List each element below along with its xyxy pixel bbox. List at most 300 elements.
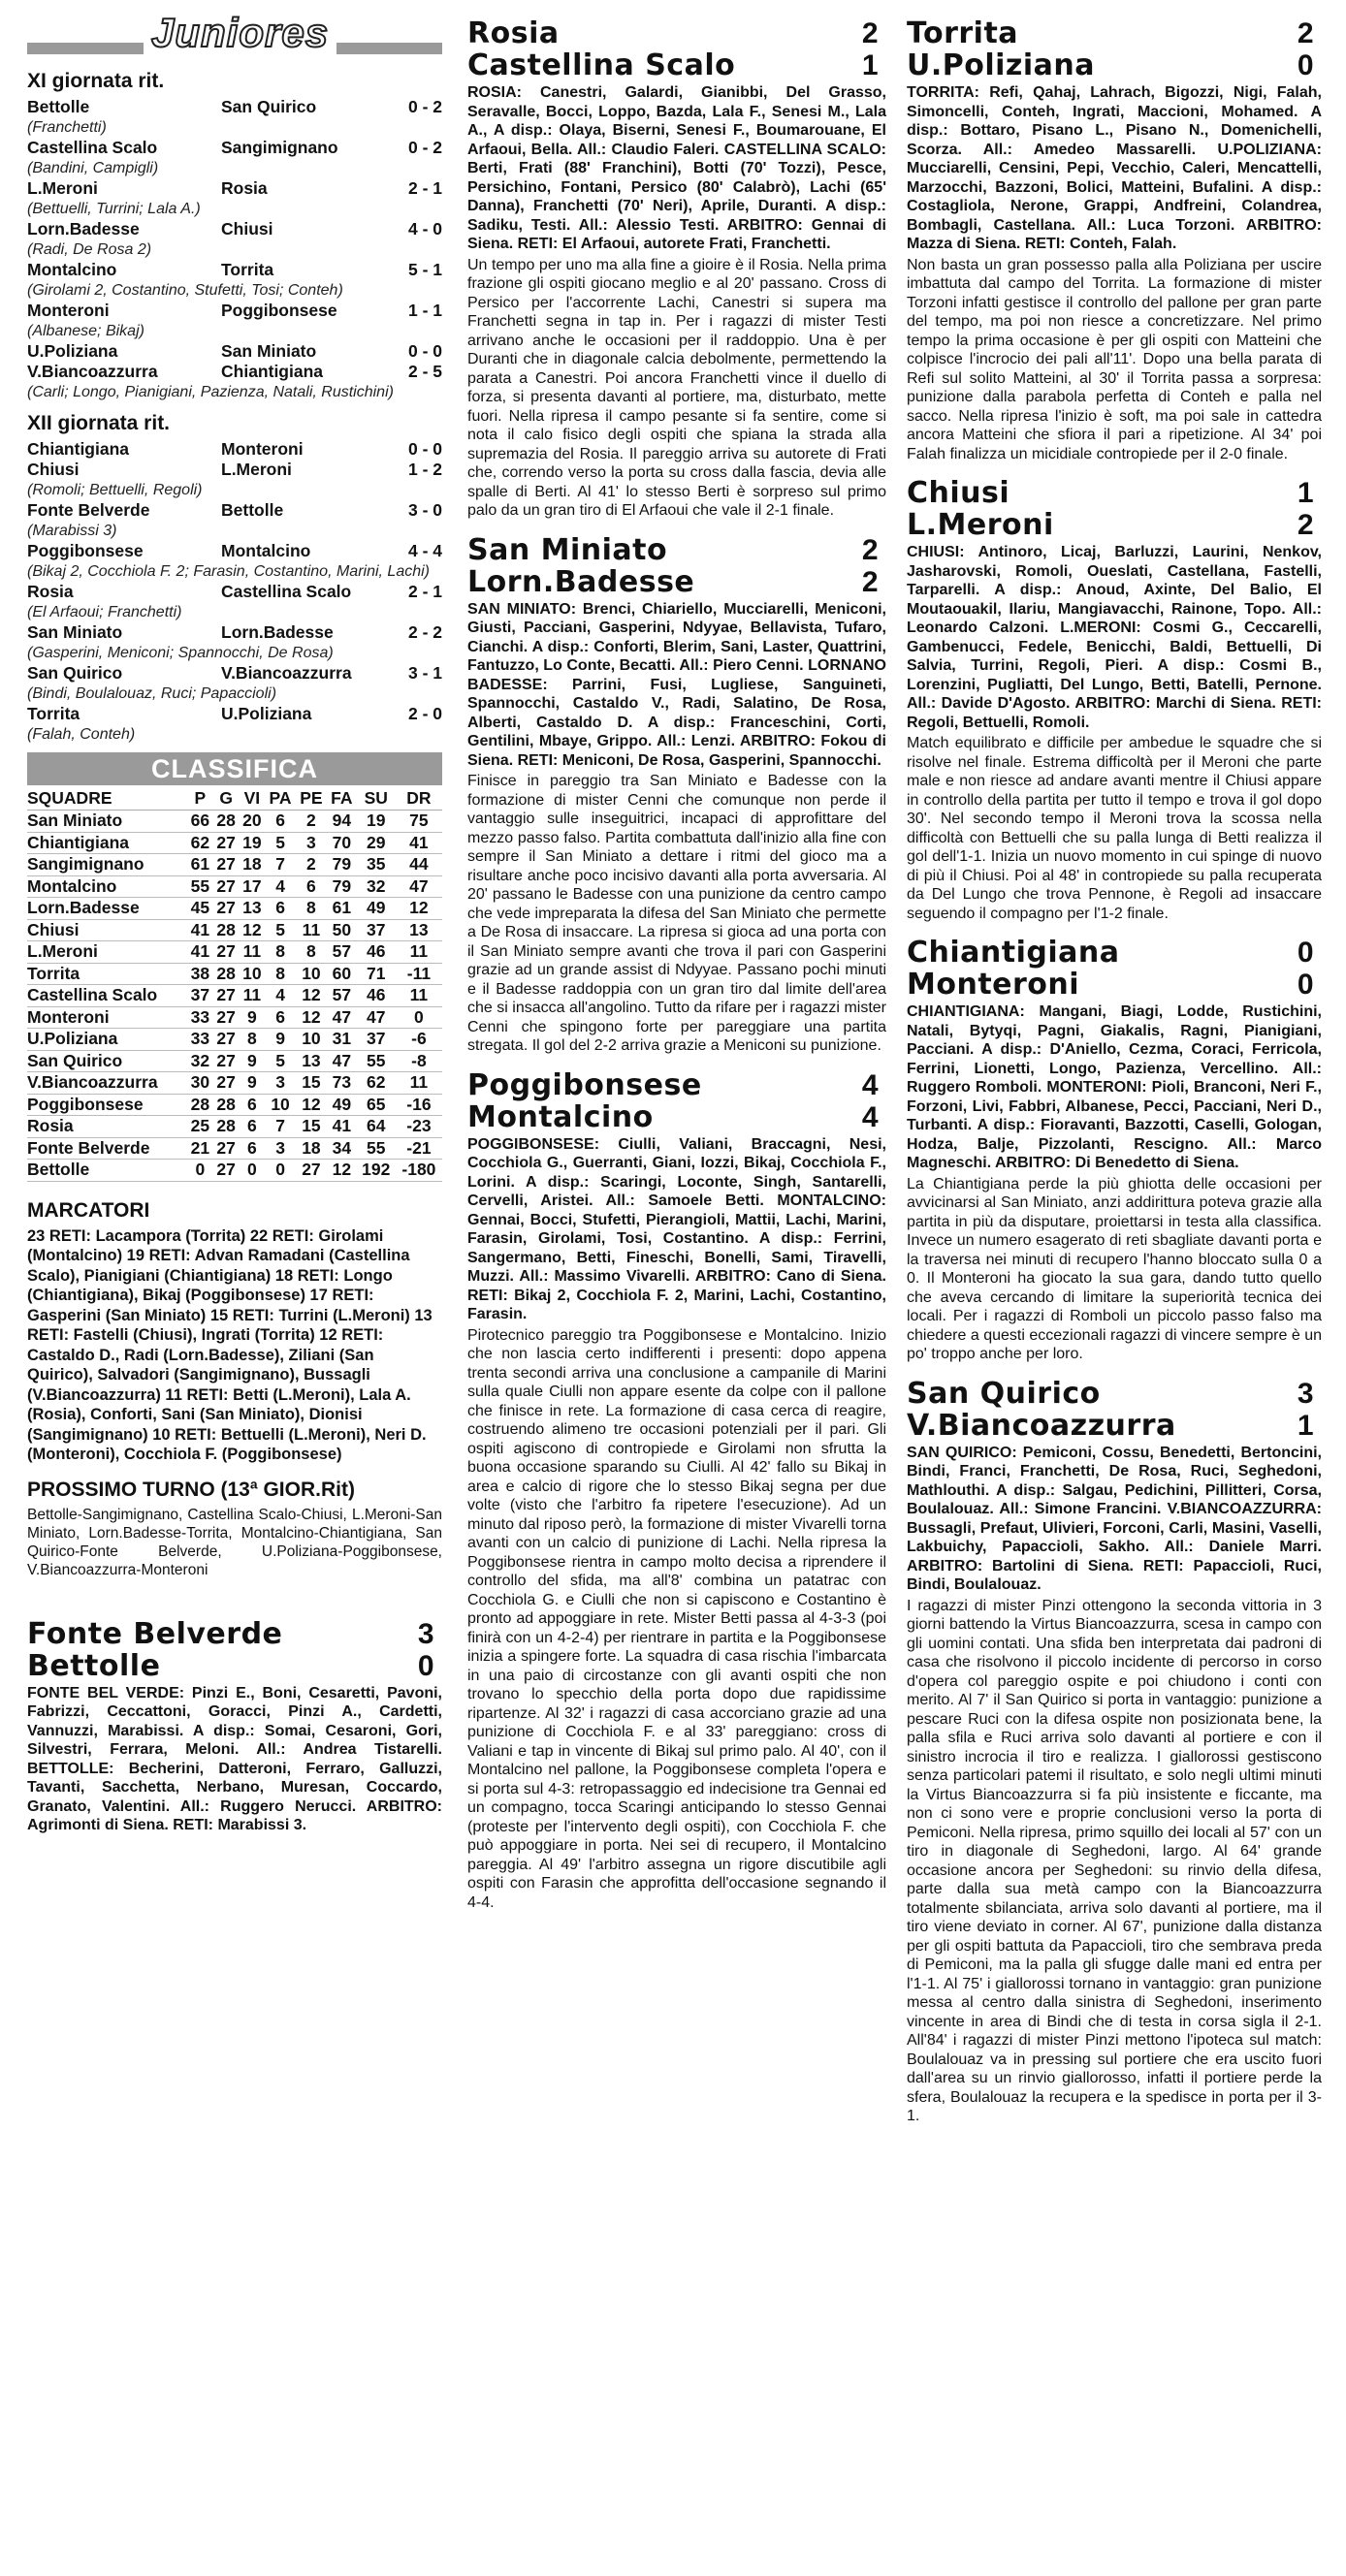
standings-cell: -21	[396, 1137, 442, 1160]
standings-title: CLASSIFICA	[27, 752, 442, 785]
match-score: 0 - 2	[407, 97, 442, 116]
match-lineup: FONTE BEL VERDE: Pinzi E., Boni, Cesaretti, Pavoni, Fabrizzi, Ceccattoni, Goracci, Pinzi A., Cardetti, Vannuzzi, Marabissi. A disp.: Somai, Cesaroni, Gori, Silvestri, Ferrara, Meloni. All.: Andrea Tistarelli. BETTOLLE: Becherini, Datteroni, Ferraro, Galluzzi, Tavanti, Sacchetta, Nerbano, Muresan, Coccardo, Granato, Valentini. All.: Ruggero Nerucci. ARBITRO: Agrimonti di Siena. RETI: Marabissi 3.	[27, 1684, 442, 1833]
standings-cell: 9	[240, 1050, 266, 1072]
result-scorers: (Falah, Conteh)	[27, 726, 136, 743]
standings-cell: 13	[240, 898, 266, 920]
team-name: Chiantigiana	[27, 832, 187, 854]
home-team: Torrita	[27, 704, 80, 723]
home-team: San Quirico	[27, 663, 123, 683]
standings-cell: 28	[213, 919, 240, 941]
away-team: Montalcino	[467, 1099, 654, 1134]
match-header	[467, 566, 886, 598]
column-right	[907, 0, 1322, 2126]
standings-cell: 49	[357, 898, 396, 920]
match-lineup: TORRITA: Refi, Qahaj, Lahrach, Bigozzi, Nigi, Falah, Simoncelli, Conteh, Ingrati, Maccioni, Mohamed. A disp.: Bottaro, Pisano L., Pisano N., Domenichelli, Scorza. All.: Amedeo Massarelli. U.POLIZIANA: Mucciarelli, Censini, Pepi, Vecchio, Caleri, Mencattelli, Marzocchi, Bazzoni, Bolici, Matteini, Bufalini. A disp.: Costagliola, Nerone, Grappi, Andfreini, Colandrea, Bombagli, Castellana. All.: Luca Torzoni. ARBITRO: Mazza di Siena. RETI: Conteh, Falah.	[907, 84, 1322, 252]
standings-row	[27, 1006, 442, 1029]
standings-cell: -180	[396, 1160, 442, 1182]
match-header	[907, 49, 1322, 81]
standings-header-row	[27, 787, 442, 811]
standings-cell: 8	[240, 1029, 266, 1051]
standings-cell: 12	[296, 1094, 327, 1116]
team-name: Torrita	[27, 963, 187, 985]
result-scorers: (Girolami 2, Costantino, Stufetti, Tosi; Conteh)	[27, 282, 343, 299]
match-score: 2 - 1	[407, 178, 442, 198]
standings-cell: 3	[296, 832, 327, 854]
standings-cell: 31	[327, 1029, 357, 1051]
standings-row	[27, 1137, 442, 1160]
standings-row	[27, 1094, 442, 1116]
standings-cell: 6	[240, 1116, 266, 1138]
away-team: Lorn.Badesse	[467, 564, 695, 599]
home-team: Castellina Scalo	[27, 138, 158, 157]
result-row	[27, 341, 442, 362]
standings-cell: 12	[296, 985, 327, 1007]
match-lineup: SAN MINIATO: Brenci, Chiariello, Mucciarelli, Meniconi, Giusti, Pacciani, Gasperini, Ndyyae, Bellavista, Tufaro, Cianchi. A disp.: Conforti, Blerim, Sani, Laster, Quattrini, Fantuzzo, Lo Conte, Becatti. All.: Piero Cenni. LORNANO BADESSE: Parrini, Fusi, Lugliese, Sanguineti, Spannocchi, Castaldo V., Radi, Salatino, De Rosa, Alberti, Castaldo D. A disp.: Franceschini, Corti, Gentilini, Mbaye, Grippo. All.: Lenzi. ARBITRO: Fokou di Siena. RETI: Meniconi, De Rosa, Gasperini, Spannocchi.	[467, 600, 886, 769]
match-report: I ragazzi di mister Pinzi ottengono la seconda vittoria in 3 giorni battendo la Virtus Biancoazzurra, scesa in campo con gli uomini contati. Una sfida ben interpretata dai padroni di casa che risolvono il piccolo incidente di percorso in corso d'opera col pareggio ospite e poi chiudono i conti con merito. Al 7' il San Quirico si porta in vantaggio: punizione a pescare Ruci con la difesa ospite non posizionata bene, la palla sfila e Ruci arriva solo davanti al portiere e con il sinistro incrocia il tiro e realizza. I giallorossi gestiscono senza particolari patemi il risultato, e solo negli ultimi minuti la Virtus Biancoazzurra si fa più insistente e ficcante, ma non ci sono vere e proprie conclusioni verso la porta di Pemiconi. Nella ripresa, primo squillo dei locali al 57' con un tiro in diagonale di Seghedoni, largo. Al 64' grande occasione ancora per Seghedoni: su rinvio della difesa, parte dalla sua metà campo con la Biancoazzurra totalmente sbilanciata, arriva solo davanti al portiere, ma il tiro viene deviato in corner. Al 67', punizione dalla distanza per gli ospiti battuta da Papaccioli, tiro che sembrava preda di Pemiconi, ma la palla gli sfugge dalle mani ed entra per l'1-1. Al 75' i giallorossi tornano in vantaggio: gran punizione messa al centro dalla sinistra di Seghedoni, inserimento vincente in area di Bindi che di testa in corsa sigla il 2-1. All'84' i ragazzi di mister Pinzi mettono l'ipoteca sul match: Boulalouaz va in pressing sul portiere che era uscito fuori dall'area su un rinvio giallorosso, infatti il portiere perde la sfera, Boulalouaz la recupera e la spedisce in porta per il 3-1.	[907, 1597, 1322, 2124]
match-sanquirico-biancoazzurra	[907, 1378, 1322, 2126]
standings-cell: 35	[357, 854, 396, 876]
standings-row	[27, 811, 442, 833]
standings-cell: 2	[296, 854, 327, 876]
result-row	[27, 260, 442, 280]
result-row	[27, 622, 442, 643]
standings-cell: 10	[296, 1029, 327, 1051]
standings-cell: 27	[213, 875, 240, 898]
standings-cell: 6	[265, 811, 296, 833]
home-score: 2	[1297, 17, 1314, 49]
home-team: Monteroni	[27, 301, 110, 320]
standings-cell: 18	[296, 1137, 327, 1160]
standings-cell: 27	[213, 898, 240, 920]
result-row	[27, 704, 442, 724]
standings-cell: 61	[187, 854, 213, 876]
standings-cell: -23	[396, 1116, 442, 1138]
standings-cell: 11	[396, 1072, 442, 1095]
standings-column-header: P	[187, 787, 213, 811]
standings-cell: 46	[357, 941, 396, 964]
standings-row	[27, 985, 442, 1007]
match-score: 0 - 0	[407, 439, 442, 459]
standings-cell: 27	[213, 985, 240, 1007]
standings-cell: 28	[213, 1094, 240, 1116]
result-scorers: (Bikaj 2, Cocchiola F. 2; Farasin, Costantino, Marini, Lachi)	[27, 563, 430, 580]
result-row	[27, 582, 442, 602]
away-team: Chiusi	[221, 219, 273, 239]
team-name: Bettolle	[27, 1160, 187, 1182]
standings-cell: 33	[187, 1006, 213, 1029]
away-team: Poggibonsese	[221, 301, 337, 320]
home-team: Poggibonsese	[467, 1067, 702, 1102]
column-left	[27, 0, 442, 1835]
standings-cell: 41	[396, 832, 442, 854]
standings-cell: 15	[296, 1116, 327, 1138]
scorers-title: MARCATORI	[27, 1198, 150, 1222]
result-scorers: (Bindi, Boulalouaz, Ruci; Papaccioli)	[27, 685, 277, 702]
standings-cell: 57	[327, 941, 357, 964]
match-rosia-castellina	[467, 17, 886, 521]
result-scorers: (Gasperini, Meniconi; Spannocchi, De Rosa)	[27, 645, 334, 661]
away-team: Sangimignano	[221, 138, 338, 157]
away-score: 4	[861, 1100, 879, 1133]
standings-cell: 0	[187, 1160, 213, 1182]
match-lineup: CHIANTIGIANA: Mangani, Biagi, Lodde, Rustichini, Natali, Bytyqi, Pagni, Giakalis, Ragni, Pianigiani, Pacciani. A disp.: D'Aniello, Cezma, Coraci, Ferricola, Ferrini, Lionetti, Longo, Pazienza, Vercellino. All.: Ruggero Romboli. MONTERONI: Pioli, Branconi, Neri F., Forzoni, Livi, Fabbri, Albanese, Pecci, Pacciani, Neri D., Turbanti. A disp.: Fioravanti, Bazzotti, Caselli, Gologan, Hodza, Balje, Pizzolanti, Rescigno. All.: Marco Magneschi. ARBITRO: Di Benedetto di Siena.	[907, 1003, 1322, 1171]
standings-cell: 8	[265, 941, 296, 964]
standings-row	[27, 1029, 442, 1051]
result-row	[27, 460, 442, 480]
standings-cell: 49	[327, 1094, 357, 1116]
standings-cell: 66	[187, 811, 213, 833]
standings-cell: 0	[265, 1160, 296, 1182]
away-team: Castellina Scalo	[221, 582, 352, 601]
standings-cell: 19	[240, 832, 266, 854]
match-score: 0 - 2	[407, 138, 442, 157]
standings-cell: 29	[357, 832, 396, 854]
standings-cell: 25	[187, 1116, 213, 1138]
home-score: 2	[861, 17, 879, 49]
away-team: Bettolle	[27, 1648, 161, 1683]
team-name: Montalcino	[27, 875, 187, 898]
result-scorers: (Bettuelli, Turrini; Lala A.)	[27, 201, 201, 217]
home-team: Fonte Belverde	[27, 500, 150, 520]
standings-cell: 62	[357, 1072, 396, 1095]
home-team: San Miniato	[467, 532, 668, 567]
standings-column-header: FA	[327, 787, 357, 811]
giornata-11-title: XI giornata rit.	[27, 70, 165, 92]
standings-cell: 6	[296, 875, 327, 898]
standings-cell: 7	[265, 854, 296, 876]
away-team: San Quirico	[221, 97, 317, 116]
standings-cell: 27	[213, 1006, 240, 1029]
home-team: Lorn.Badesse	[27, 219, 140, 239]
standings-cell: 9	[240, 1006, 266, 1029]
match-header	[467, 17, 886, 49]
standings-cell: 71	[357, 963, 396, 985]
standings-cell: 64	[357, 1116, 396, 1138]
standings-cell: 28	[187, 1094, 213, 1116]
result-scorers: (Romoli; Bettuelli, Regoli)	[27, 482, 203, 498]
standings-row	[27, 1072, 442, 1095]
home-team: V.Biancoazzurra	[27, 362, 158, 381]
scorers-list: 23 RETI: Lacampora (Torrita) 22 RETI: Girolami (Montalcino) 19 RETI: Advan Ramadani (Castellina Scalo), Pianigiani (Chiantigiana) 18 RETI: Longo (Chiantigiana), Bikaj (Poggibonsese) 17 RETI: Gasperini (San Miniato) 15 RETI: Turrini (L.Meroni) 13 RETI: Fastelli (Chiusi), Ingrati (Torrita) 12 RETI: Castaldo D., Radi (Lorn.Badesse), Ziliani (San Quirico), Salvadori (Sangimignano), Bussagli (V.Biancoazzurra) 11 RETI: Betti (L.Meroni), Lala A. (Rosia), Conforti, Sani (San Miniato), Dionisi (Sangimignano) 10 RETI: Bettuelli (L.Meroni), Neri D. (Monteroni), Cocchiola F. (Poggibonsese)	[27, 1226, 433, 1463]
home-team: Rosia	[467, 16, 560, 50]
giornata-12-title: XII giornata rit.	[27, 412, 171, 434]
standings-cell: 5	[265, 919, 296, 941]
result-row	[27, 219, 442, 239]
standings-cell: 19	[357, 811, 396, 833]
standings-cell: 11	[396, 941, 442, 964]
standings-cell: 4	[265, 875, 296, 898]
standings-cell: 27	[213, 1050, 240, 1072]
standings-cell: 55	[187, 875, 213, 898]
away-score: 2	[1297, 509, 1314, 541]
standings-row	[27, 919, 442, 941]
away-score: 0	[1297, 969, 1314, 1001]
team-name: U.Poliziana	[27, 1029, 187, 1051]
home-score: 3	[417, 1617, 434, 1650]
standings-cell: 50	[327, 919, 357, 941]
match-lineup: ROSIA: Canestri, Galardi, Gianibbi, Del Grasso, Seravalle, Bocci, Loppo, Bazda, Lala F., Senesi M., Lala A., A disp.: Olaya, Biserni, Senesi F., Boumarouane, El Arfaoui, Bella. All.: Claudio Faleri. CASTELLINA SCALO: Berti, Frati (88' Franchini), Botti (70' Tozzi), Pesce, Persichino, Fontani, Persico (80' Calabrò), Lachi (65' Danna), Franchetti (70' Neri), Aprile, Duranti. A disp.: Sadiku, Testi. All.: Alessio Testi. ARBITRO: Gennai di Siena. RETI: El Arfaoui, autorete Frati, Franchetti.	[467, 84, 886, 252]
standings-cell: 0	[396, 1006, 442, 1029]
match-header	[467, 534, 886, 566]
standings-cell: 10	[265, 1094, 296, 1116]
result-row	[27, 362, 442, 382]
team-name: V.Biancoazzurra	[27, 1072, 187, 1095]
section-title: Juniores	[144, 10, 336, 56]
standings-cell: 28	[213, 963, 240, 985]
away-team: Lorn.Badesse	[221, 622, 334, 642]
standings-row	[27, 1050, 442, 1072]
standings-column-header: SU	[357, 787, 396, 811]
standings-cell: 41	[187, 919, 213, 941]
standings-cell: 70	[327, 832, 357, 854]
match-lineup: POGGIBONSESE: Ciulli, Valiani, Braccagni, Nesi, Cocchiola G., Guerranti, Giani, Iozzi, Bikaj, Cocchiola F., Lorini. A disp.: Scaringi, Loconte, Singh, Santarelli, Cervelli, Aristei. All.: Samoele Betti. MONTALCINO: Gennai, Bocci, Stufetti, Pierangioli, Mattii, Lachi, Marini, Farasin, Girolami, Tosi, Costantino. A disp.: Ferrini, Sangermano, Betti, Fineschi, Bonelli, Sami, Tiravelli, Muzzi. All.: Massimo Vivarelli. ARBITRO: Cano di Siena. RETI: Bikaj 2, Cocchiola F. 2, Marini, Lachi, Costantino, Farasin.	[467, 1135, 886, 1322]
match-header	[907, 1378, 1322, 1410]
match-header	[907, 477, 1322, 509]
standings-cell: 9	[265, 1029, 296, 1051]
match-header	[907, 1410, 1322, 1442]
standings-cell: 15	[296, 1072, 327, 1095]
home-team: L.Meroni	[27, 178, 98, 198]
standings-cell: 3	[265, 1072, 296, 1095]
standings-cell: 6	[240, 1094, 266, 1116]
match-header	[27, 1650, 442, 1682]
match-score: 1 - 2	[407, 460, 442, 479]
standings-cell: 11	[396, 985, 442, 1007]
next-round-title: PROSSIMO TURNO (13ª GIOR.Rit)	[27, 1478, 355, 1501]
team-name: Rosia	[27, 1116, 187, 1138]
standings-cell: -16	[396, 1094, 442, 1116]
standings-cell: 6	[265, 1006, 296, 1029]
away-team: Monteroni	[907, 968, 1080, 1002]
standings-cell: 13	[296, 1050, 327, 1072]
standings-cell: 55	[357, 1050, 396, 1072]
result-row	[27, 138, 442, 158]
match-report: Finisce in pareggio tra San Miniato e Badesse con la formazione di mister Cenni che comunque non perde il vantaggio sulle inseguitrici, incapaci di approfittare del mezzo passo falso. Partita combattuta dall'inizio alla fine con sempre il San Miniato a dettare i ritmi del gioco ma a risultare anche poco incisivo davanti alla porta avversaria. Al 20' passano le Badesse con una punizione da centro campo che vede impreparata la difesa del San Miniato che permette a De Rosa di insaccare. La ripresa si gioca ad una porta con il San Miniato sempre avanti che trova il pari con Gasperini grazie ad un grande assist di Ndyyae. Passano pochi minuti e il Badesse raddoppia con un gran tiro dal limite dell'area che si insacca all'angolino. Tutto da rifare per i ragazzi mister Cenni che spingono forte per pareggiare una partita stregata. Il gol del 2-2 arriva grazie a Meniconi su punizione.	[467, 773, 886, 1054]
home-team: Torrita	[907, 16, 1019, 50]
standings-column-header: VI	[240, 787, 266, 811]
team-name: Castellina Scalo	[27, 985, 187, 1007]
match-score: 3 - 1	[407, 663, 442, 683]
team-name: Chiusi	[27, 919, 187, 941]
away-team: V.Biancoazzurra	[221, 663, 352, 683]
standings-cell: 75	[396, 811, 442, 833]
match-torrita-poliziana	[907, 17, 1322, 463]
standings-cell: 7	[265, 1116, 296, 1138]
standings-cell: 73	[327, 1072, 357, 1095]
home-score: 1	[1297, 477, 1314, 509]
match-report: Non basta un gran possesso palla alla Poliziana per uscire imbattuta dal campo del Torrita. La formazione di mister Torzoni infatti gestisce il controllo del pallone per gran parte del tempo, ma poi non riesce a concretizzare. Nel primo tempo la prima occasione è per gli ospiti con Matteini che colpisce l'incrocio dei pali all'11'. Dopo una bella parata di Refi sul solito Matteini, al 30' il Torrita passa a sorpresa: punizione dalla parabola perfetta di Conteh e palla nel sacco. Nella ripresa l'inizio è soft, ma poi sale in cattedra ancora Matteini che sfiora il pari a ripetizione. Al 34' poi Falah finalizza un micidiale contropiede per il 2-0 finale.	[907, 256, 1322, 462]
standings-cell: 34	[327, 1137, 357, 1160]
column-middle	[467, 0, 886, 1912]
match-header	[467, 1101, 886, 1133]
result-row	[27, 178, 442, 199]
team-name: San Miniato	[27, 811, 187, 833]
standings-cell: 47	[327, 1006, 357, 1029]
standings-cell: 47	[357, 1006, 396, 1029]
standings-cell: 27	[213, 1072, 240, 1095]
home-score: 4	[861, 1068, 879, 1101]
standings-cell: 32	[357, 875, 396, 898]
standings-cell: 57	[327, 985, 357, 1007]
standings-cell: 11	[240, 941, 266, 964]
standings-cell: 27	[213, 1029, 240, 1051]
result-scorers: (Franchetti)	[27, 119, 107, 136]
away-team: U.Poliziana	[907, 48, 1096, 82]
match-header	[907, 937, 1322, 969]
standings-cell: 62	[187, 832, 213, 854]
team-name: Poggibonsese	[27, 1094, 187, 1116]
standings-cell: 8	[296, 941, 327, 964]
standings-cell: 12	[240, 919, 266, 941]
team-name: Lorn.Badesse	[27, 898, 187, 920]
standings-table	[27, 787, 442, 1182]
standings-column-header: G	[213, 787, 240, 811]
home-score: 3	[1297, 1377, 1314, 1410]
match-report: Un tempo per uno ma alla fine a gioire è il Rosia. Nella prima frazione gli ospiti giocano meglio e al 20' passano. Cross di Persico per l'accorrente Lachi, Canestri si supera ma Franchetti segna in tap in. Per i ragazzi di mister Testi arrivano anche le occasioni per il raddoppio. Una è per Duranti che in diagonale calcia debolmente, permettendo la parata a Canestri. Poi ancora Franchetti vince il duello di forza, si presenta davanti al portiere, ma, disturbato, mette fuori. Nella ripresa il campo pesante si fa sentire, come si nota il calo fisico degli ospiti che spiana la strada alla supremazia del Rosia. Il pareggio arriva su autorete di Frati che, correndo verso la porta su cross dalla fascia, devia alle spalle di Berti. Al 41' lo stesso Berti è sorpreso sul primo palo da un gran tiro di El Arfaoui che vale il 2-1 finale.	[467, 256, 886, 519]
standings-cell: 10	[296, 963, 327, 985]
standings-cell: 6	[240, 1137, 266, 1160]
match-report: Match equilibrato e difficile per ambedue le squadre che si risolve nel finale. Estrema difficoltà per il Meroni che parte male e non riesce ad andare avanti mentre il Chiusi appare in controllo della partita per tutto il tempo e trova il gol dopo 30'. Nel secondo tempo il Meroni trova la scossa nella difficoltà con Bettuelli che su palla lunga di Betti realizza il gol dell'1-1. Inizia un nuovo momento in cui spinge di nuovo di più il Chiusi. Poi al 48' in contropiede su palla recuperata da Del Lungo che trova Pennone, è Regoli ad insaccare seguendo il compagno per l'1-2 finale.	[907, 735, 1322, 922]
match-score: 2 - 2	[407, 622, 442, 642]
away-score: 1	[1297, 1409, 1314, 1442]
home-team: Chiantigiana	[907, 936, 1120, 970]
standings-cell: 192	[357, 1160, 396, 1182]
home-team: Rosia	[27, 582, 74, 601]
home-team: Chiantigiana	[27, 439, 130, 459]
team-name: Monteroni	[27, 1006, 187, 1029]
standings-cell: 11	[296, 919, 327, 941]
home-team: Chiusi	[27, 460, 80, 479]
standings-row	[27, 1160, 442, 1182]
results-giornata-11	[27, 97, 442, 402]
standings-cell: 27	[213, 854, 240, 876]
standings-cell: 8	[296, 898, 327, 920]
match-chiantigiana-monteroni	[907, 937, 1322, 1364]
result-scorers: (Radi, De Rosa 2)	[27, 241, 152, 258]
standings-cell: 20	[240, 811, 266, 833]
standings-cell: 8	[265, 963, 296, 985]
away-team: Chiantigiana	[221, 362, 324, 381]
away-team: Torrita	[221, 260, 274, 279]
section-banner	[27, 10, 442, 60]
match-header	[27, 1618, 442, 1650]
team-name: L.Meroni	[27, 941, 187, 964]
match-score: 2 - 0	[407, 704, 442, 723]
standings-row	[27, 832, 442, 854]
result-row	[27, 301, 442, 321]
standings-cell: 60	[327, 963, 357, 985]
match-poggibonsese-montalcino	[467, 1069, 886, 1913]
result-scorers: (Marabissi 3)	[27, 523, 117, 539]
match-report: Pirotecnico pareggio tra Poggibonsese e Montalcino. Inizio che non lascia certo indifferenti i presenti: dopo appena trenta secondi arriva una conclusione a campanile di Marini sulla quale Ciulli non appare esente da colpe con il pallone che finisce in rete. La formazione di casa cerca di reagire, costruendo alimeno tre occasioni potenziali per il pari. Gli ospiti agiscono di contropiede e Girolami non sfrutta la buona occasione sparando su Ciulli. Al 42' fallo su Bikaj in area e calcio di rigore che lo stesso Bikaj segna per due volte (visto che l'arbitro fa ripetere l'esecuzione). Ad un minuto dal riposo però, la formazione di mister Vivarelli torna avanti con un calcio di punizione di Lachi. Nella ripresa la Poggibonsese rientra in campo molto decisa a riprendere il controllo del sfida, ma all'8' combina un patatrac con Cocchiola G. e Ciulli che non si capiscono e Costantino è pronto ad appoggiare in rete. Mister Betti passa al 4-3-3 (poi finirà con un 4-2-4) per rientrare in partita e la Poggibonsese inizia a spingere forte. La squadra di casa rischia l'imbarcata in una paio di circostanze con gli avanti ospiti che non trovano lo specchio della porta dopo due rapidissime ripartenze. Al 32' i ragazzi di casa accorciano grazie ad una punizione di Cocchiola F. e al 33' pareggiano: cross di Valiani e tap in vincente di Bikaj sul primo palo. Al 40', con il Montalcino nel pallone, la Poggibonsese completa l'opera e si porta sul 4-3: retropassaggio ed indecisione tra Gennai ed un compagno, tocca Scaringi anticipando lo stesso Gennai (proteste per l'intervento degli ospiti), con Cocchiola F. che può appoggiare in porta. Nei sei di recupero, il Montalcino pareggia. Al 49' l'arbitro assegna un rigore discutibile agli ospiti con Farasin che approfitta dell'occasione segnando il 4-4.	[467, 1326, 886, 1911]
standings-cell: 3	[265, 1137, 296, 1160]
match-header	[467, 1069, 886, 1101]
standings-cell: 47	[327, 1050, 357, 1072]
standings-cell: 55	[357, 1137, 396, 1160]
result-scorers: (Bandini, Campigli)	[27, 160, 159, 176]
standings-cell: 30	[187, 1072, 213, 1095]
standings-cell: -11	[396, 963, 442, 985]
result-row	[27, 541, 442, 561]
standings-cell: 28	[213, 811, 240, 833]
standings-column-header: PE	[296, 787, 327, 811]
team-name: Fonte Belverde	[27, 1137, 187, 1160]
result-row	[27, 663, 442, 684]
standings-cell: 44	[396, 854, 442, 876]
standings-row	[27, 898, 442, 920]
standings-cell: 27	[213, 1160, 240, 1182]
result-row	[27, 439, 442, 460]
away-team: U.Poliziana	[221, 704, 312, 723]
standings-cell: 37	[187, 985, 213, 1007]
away-team: L.Meroni	[907, 508, 1054, 542]
home-team: San Quirico	[907, 1376, 1101, 1411]
standings-cell: 94	[327, 811, 357, 833]
match-score: 0 - 0	[407, 341, 442, 361]
standings-row	[27, 941, 442, 964]
standings-cell: 28	[213, 1116, 240, 1138]
match-lineup: CHIUSI: Antinoro, Licaj, Barluzzi, Laurini, Nenkov, Jasharovski, Romoli, Oueslati, Castellana, Fastelli, Tarparelli. A disp.: Anoud, Axinte, Del Balio, El Moutaouakil, Ilariu, Mangiavacchi, Rainone, Topo. All.: Leonardo Calzoni. L.MERONI: Cosmi G., Ceccarelli, Gambenucci, Fedele, Benicchi, Baldi, Bettuelli, Di Salvia, Turrini, Regoli, Pieri. A disp.: Cosmi B., Lorenzini, Pugliatti, Del Lungo, Betti, Batelli, Pernone. All.: Davide D'Agosto. ARBITRO: Marchi di Siena. RETI: Regoli, Bettuelli, Romoli.	[907, 544, 1322, 731]
standings-row	[27, 875, 442, 898]
home-team: U.Poliziana	[27, 341, 118, 361]
results-giornata-12	[27, 439, 442, 745]
home-team: Poggibonsese	[27, 541, 144, 560]
match-score: 3 - 0	[407, 500, 442, 520]
away-score: 0	[417, 1649, 434, 1682]
standings-cell: 12	[396, 898, 442, 920]
standings-column-header: PA	[265, 787, 296, 811]
match-score: 4 - 0	[407, 219, 442, 239]
standings-cell: 13	[396, 919, 442, 941]
match-header	[907, 17, 1322, 49]
home-score: 0	[1297, 937, 1314, 969]
match-chiusi-meroni	[907, 477, 1322, 923]
match-header	[907, 509, 1322, 541]
team-name: Sangimignano	[27, 854, 187, 876]
home-team: Bettolle	[27, 97, 90, 116]
standings-cell: 41	[187, 941, 213, 964]
match-score: 4 - 4	[407, 541, 442, 560]
match-score: 1 - 1	[407, 301, 442, 320]
standings-cell: 61	[327, 898, 357, 920]
standings-cell: 45	[187, 898, 213, 920]
standings-cell: 9	[240, 1072, 266, 1095]
team-name: San Quirico	[27, 1050, 187, 1072]
result-row	[27, 500, 442, 521]
away-team: Rosia	[221, 178, 268, 198]
standings-column-header: SQUADRE	[27, 787, 187, 811]
standings-cell: 10	[240, 963, 266, 985]
standings-cell: 32	[187, 1050, 213, 1072]
standings-cell: 21	[187, 1137, 213, 1160]
standings-cell: -8	[396, 1050, 442, 1072]
match-score: 5 - 1	[407, 260, 442, 279]
standings-cell: 27	[213, 941, 240, 964]
match-fonte-bettolle	[27, 1618, 442, 1835]
away-team: Bettolle	[221, 500, 284, 520]
standings-column-header: DR	[396, 787, 442, 811]
standings-cell: 17	[240, 875, 266, 898]
standings-cell: 27	[213, 1137, 240, 1160]
away-score: 1	[861, 49, 879, 81]
match-report: La Chiantigiana perde la più ghiotta delle occasioni per avvicinarsi al San Miniato, anzi addirittura poteva grazie alla partita in più da disputare, proiettarsi in testa alla classifica. Invece un numero esagerato di reti sbagliate davanti porta e la traversa nei minuti di recupero l'hanno bloccato sulla 0 a 0. Il Monteroni ha giocato la sua gara, dando tutto quello che aveva cercando di limitare la superiorità tecnica dei locali. Per i ragazzi di Romboli un piccolo passo falso ma chiedere a questi eccezionali ragazzi di vincere sempre è un po' troppo anche per loro.	[907, 1175, 1322, 1362]
standings-cell: 11	[240, 985, 266, 1007]
match-header	[907, 969, 1322, 1001]
result-scorers: (El Arfaoui; Franchetti)	[27, 604, 182, 620]
standings-cell: 37	[357, 919, 396, 941]
match-header	[467, 49, 886, 81]
standings-cell: 27	[296, 1160, 327, 1182]
